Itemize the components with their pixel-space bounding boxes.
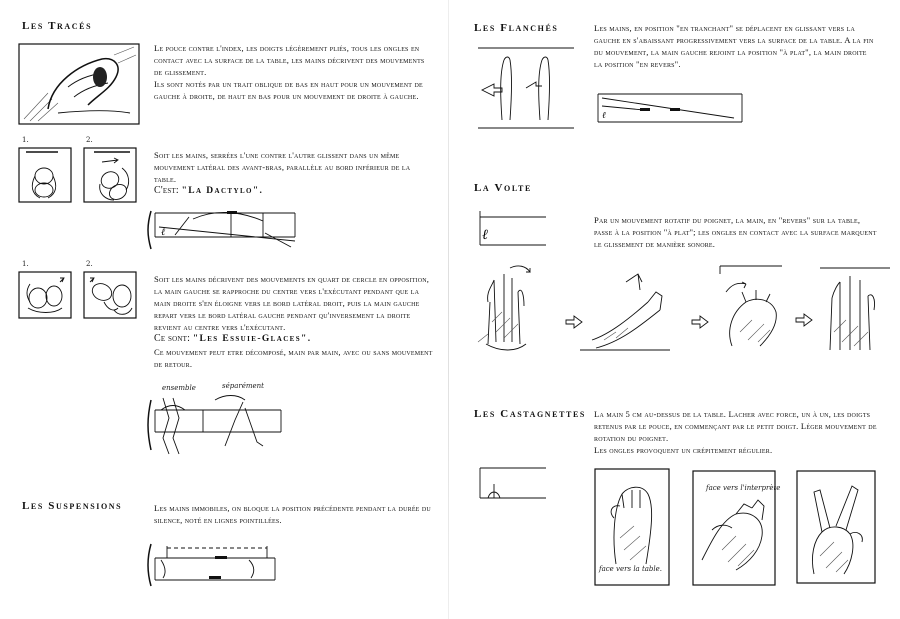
svg-text:ℓ: ℓ [161, 227, 166, 238]
essuie-score-label-ensemble: ensemble [162, 384, 196, 392]
dactylo-paragraph: Soit les mains, serrées l'une contre l'autre glissent dans un même mouvement latéral des avant-bras, parallèle au bord inférieur de la table. [154, 150, 411, 185]
essuie-name-line [154, 333, 434, 345]
traces-title: Les Tracés [22, 20, 93, 32]
dactylo-score [145, 205, 305, 253]
traces-hand-illustration [18, 43, 140, 125]
dactylo-fig-label-2: 2. [86, 136, 93, 144]
essuie-name-prefix: Ce sont: [154, 333, 193, 345]
castagnettes-text [594, 408, 878, 456]
dactylo-hands-figure [18, 138, 138, 204]
svg-text:ℓ: ℓ [602, 111, 606, 121]
dactylo-name-line [154, 185, 430, 197]
castagnettes-caption-2: face vers l'interprète [706, 484, 781, 492]
flanches-score [594, 84, 746, 130]
suspensions-title: Les Suspensions [22, 500, 123, 512]
volte-text [594, 214, 880, 250]
flanches-title: Les Flanchés [474, 22, 559, 34]
essuie-fig-label-1: 1. [22, 260, 29, 268]
castagnettes-title: Les Castagnettes [474, 408, 586, 420]
essuie-glaces-score [145, 392, 290, 458]
volte-paragraph: Par un mouvement rotatif du poignet, la main, en "revers" sur la table, passe à la position "à plat"; les ongles en contact avec la surface marquent le glissement de manière sonore. [594, 215, 877, 250]
castagnettes-hand-3 [796, 470, 876, 584]
essuie-fig-label-2: 2. [86, 260, 93, 268]
dactylo-name-prefix: C'est: [154, 185, 182, 197]
essuie-paragraph-2: Ce mouvement peut etre décomposé, main par main, avec ou sans mouvement de retour. [154, 346, 433, 369]
suspensions-text [154, 502, 436, 526]
castagnettes-hand-1 [594, 468, 670, 586]
traces-text [154, 42, 434, 102]
volte-sequence-figure [470, 262, 894, 356]
essuie-name: "Les Essuie-Glaces". [192, 334, 312, 345]
suspensions-score [145, 536, 280, 592]
dactylo-name: "La Dactylo". [181, 186, 264, 197]
dactylo-text [154, 149, 430, 197]
flanches-text [594, 22, 876, 70]
suspensions-paragraph: Les mains immobiles, on bloque la position précédente pendant la durée du silence, noté en lignes pointillées. [154, 503, 431, 526]
traces-paragraph-1: Le pouce contre l'index, les doigts légèrement pliés, tous les ongles en contact avec la surface de la table, les mains décrivent des mouvements de glissement. [154, 43, 425, 78]
svg-text:ℓ: ℓ [482, 227, 488, 243]
castagnettes-caption-1: face vers la table. [599, 565, 663, 573]
volte-title: La Volte [474, 182, 532, 194]
essuie-score-label-separement: séparément [222, 382, 264, 390]
volte-score [476, 203, 548, 253]
dactylo-fig-label-1: 1. [22, 136, 29, 144]
essuie-glaces-hands-figure [18, 260, 138, 320]
flanches-paragraph: Les mains, en position "en tranchant" se déplacent en glissant vers la gauche en s'abaissant progressivement vers la surface de la table. A la fin du mouvement, la main gauche rejoint la position "à plat", la main droite la position "en revers". [594, 23, 874, 70]
castagnettes-score [476, 460, 550, 510]
castagnettes-hand-2 [692, 470, 781, 586]
page-fold [448, 0, 449, 619]
essuie-paragraph-1: Soit les mains décrivent des mouvements en quart de cercle en opposition, la main gauche se rapproche du centre vers l'exécutant pendant que la main droite s'en éloigne vers le bord latéral droit, puis la main gauche repart vers le bord latéral gauche pendant qu'inversement la droite revient au centre vers l'exécutant. [154, 274, 430, 333]
traces-paragraph-2: Ils sont notés par un trait oblique de bas en haut pour un mouvement de gauche à droite, de haut en bas pour un mouvement de droite à gauche. [154, 79, 423, 102]
castagnettes-paragraph-1: La main 5 cm au-dessus de la table. Lacher avec force, un à un, les doigts retenus par le pouce, en commençant par le petit doigt. Léger mouvement de rotation du poignet. [594, 409, 877, 444]
castagnettes-paragraph-2: Les ongles provoquent un crépitement régulier. [594, 445, 773, 456]
essuie-glaces-text [154, 273, 434, 370]
flanches-hands-figure [476, 42, 576, 134]
